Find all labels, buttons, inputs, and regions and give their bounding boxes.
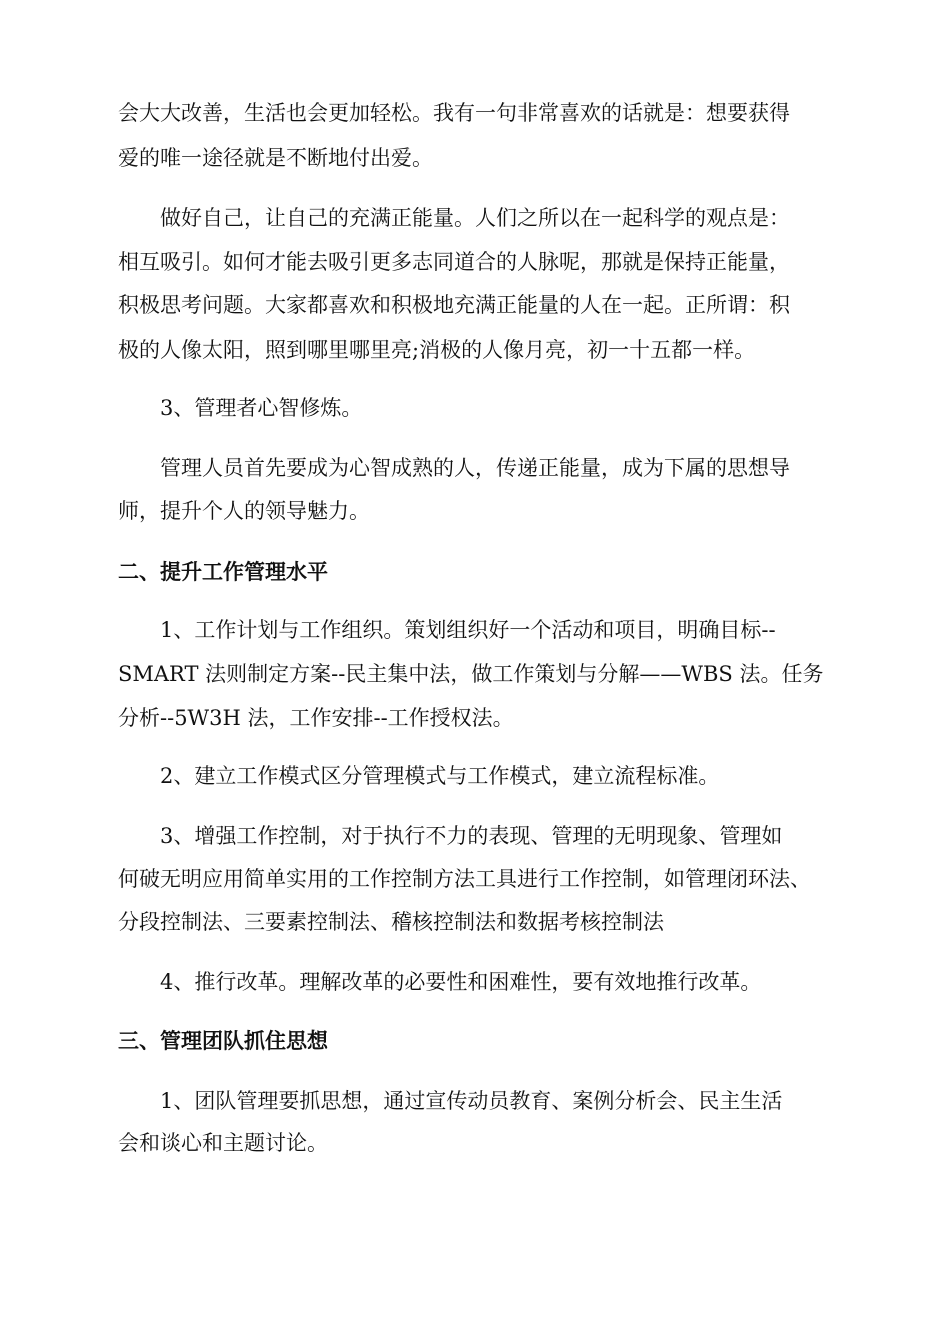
paragraph-line: 1、团队管理要抓思想，通过宣传动员教育、案例分析会、民主生活 — [160, 1089, 783, 1113]
paragraph-line: 4、推行改革。理解改革的必要性和困难性，要有效地推行改革。 — [160, 970, 762, 994]
paragraph-line: 积极思考问题。大家都喜欢和积极地充满正能量的人在一起。正所谓：积 — [118, 293, 790, 317]
paragraph-line: 爱的唯一途径就是不断地付出爱。 — [118, 146, 433, 170]
paragraph-line: 管理人员首先要成为心智成熟的人，传递正能量，成为下属的思想导 — [160, 456, 790, 480]
paragraph-line: 分析--5W3H 法，工作安排--工作授权法。 — [118, 706, 514, 730]
paragraph-line: 师，提升个人的领导魅力。 — [118, 499, 370, 523]
paragraph-line: SMART 法则制定方案--民主集中法，做工作策划与分解——WBS 法。任务 — [118, 662, 824, 686]
paragraph-line: 3、管理者心智修炼。 — [160, 396, 363, 420]
paragraph-line: 会大大改善，生活也会更加轻松。我有一句非常喜欢的话就是：想要获得 — [118, 101, 790, 125]
section-heading: 二、提升工作管理水平 — [118, 560, 328, 584]
paragraph-line: 分段控制法、三要素控制法、稽核控制法和数据考核控制法 — [118, 910, 664, 934]
paragraph-line: 何破无明应用简单实用的工作控制方法工具进行工作控制，如管理闭环法、 — [118, 867, 811, 891]
paragraph-line: 会和谈心和主题讨论。 — [118, 1131, 328, 1155]
paragraph-line: 做好自己，让自己的充满正能量。人们之所以在一起科学的观点是： — [160, 206, 790, 230]
paragraph-line: 3、增强工作控制，对于执行不力的表现、管理的无明现象、管理如 — [160, 824, 783, 848]
paragraph-line: 极的人像太阳，照到哪里哪里亮;消极的人像月亮，初一十五都一样。 — [118, 338, 756, 362]
paragraph-line: 2、建立工作模式区分管理模式与工作模式，建立流程标准。 — [160, 764, 720, 788]
paragraph-line: 相互吸引。如何才能去吸引更多志同道合的人脉呢，那就是保持正能量， — [118, 250, 790, 274]
section-heading: 三、管理团队抓住思想 — [118, 1029, 328, 1053]
paragraph-line: 1、工作计划与工作组织。策划组织好一个活动和项目，明确目标-- — [160, 618, 776, 642]
